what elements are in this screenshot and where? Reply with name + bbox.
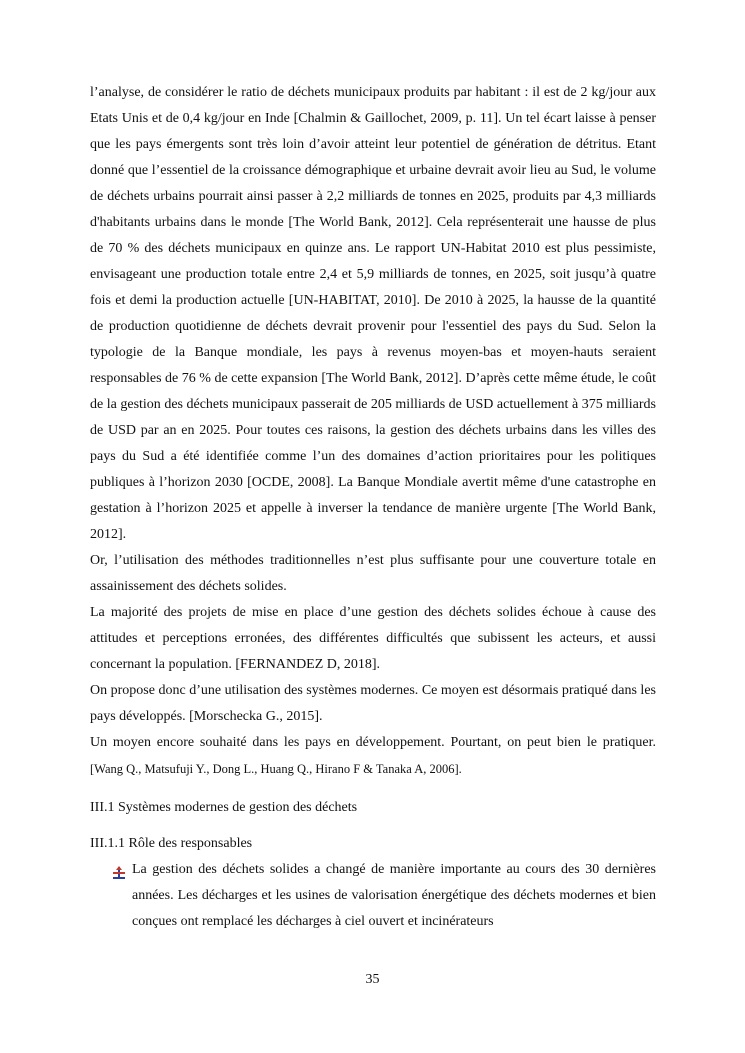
bullet-list bbox=[90, 857, 656, 935]
list-item bbox=[90, 857, 656, 935]
citation-wang: [Wang Q., Matsufuji Y., Dong L., Huang Q., Hirano F & Tanaka A, 2006]. bbox=[90, 762, 462, 776]
paragraph-intro: l’analyse, de considérer le ratio de déchets municipaux produits par habitant : il est de 2 kg/jour aux Etats Unis et de 0,4 kg/jour en Inde [Chalmin & Gaillochet, 2009, p. 11]. Un tel écart laisse à penser que les pays émergents sont très loin d’avoir atteint leur potentiel de génération de détritus. Etant donné que l’essentiel de la croissance démographique et urbaine devrait avoir lieu au Sud, le volume de déchets urbains pourrait ainsi passer à 2,2 milliards de tonnes en 2025, produits par 4,3 milliards d'habitants urbains dans le monde [The World Bank, 2012]. Cela représenterait une hausse de plus de 70 % des déchets municipaux en quinze ans. Le rapport UN-Habitat 2010 est plus pessimiste, envisageant une production totale entre 2,4 et 5,9 milliards de tonnes, en 2025, soit jusqu’à quatre fois et demi la production actuelle [UN-HABITAT, 2010]. De 2010 à 2025, la hausse de la quantité de production quotidienne de déchets devrait provenir pour l'essentiel des pays du Sud. Selon la typologie de la Banque mondiale, les pays à revenus moyen-bas et moyen-hauts seraient responsables de 76 % de cette expansion [The World Bank, 2012]. D’après cette même étude, le coût de la gestion des déchets municipaux passerait de 205 milliards de USD actuellement à 375 milliards de USD par an en 2025. Pour toutes ces raisons, la gestion des déchets urbains dans les villes des pays du Sud a été identifiée comme l’un des domaines d’action prioritaires pour les politiques publiques à l’horizon 2030 [OCDE, 2008]. La Banque Mondiale avertit même d'une catastrophe en gestation à l’horizon 2025 et appelle à inverser la tendance de manière urgente [The World Bank, 2012]. bbox=[90, 85, 656, 542]
document-body bbox=[90, 80, 656, 935]
paragraph-traditional-methods: Or, l’utilisation des méthodes traditionnelles n’est plus suffisante pour une couverture totale en assainissement des déchets solides. bbox=[90, 553, 656, 594]
section-heading: III.1 Systèmes modernes de gestion des déchets bbox=[90, 800, 358, 815]
paragraph-developing-text: Un moyen encore souhaité dans les pays en développement. Pourtant, on peut bien le pratiquer. bbox=[90, 735, 656, 750]
bullet-text: La gestion des déchets solides a changé de manière importante au cours des 30 dernières années. Les décharges et les usines de valorisation énergétique des déchets modernes et bien conçues ont remplacé les décharges à ciel ouvert et incinérateurs bbox=[132, 862, 656, 929]
arrow-bullet-icon bbox=[112, 864, 126, 878]
subsection-heading: III.1.1 Rôle des responsables bbox=[90, 836, 253, 851]
paragraph-modern-systems: On propose donc d’une utilisation des systèmes modernes. Ce moyen est désormais pratiqué dans les pays développés. [Morschecka G., 2015]. bbox=[90, 683, 656, 724]
paragraph-project-failures: La majorité des projets de mise en place d’une gestion des déchets solides échoue à cause des attitudes et perceptions erronées, des différentes difficultés que subissent les acteurs, et aussi concernant la population. [FERNANDEZ D, 2018]. bbox=[90, 605, 656, 672]
paragraph-developing-countries bbox=[90, 730, 656, 783]
page-number: 35 bbox=[365, 972, 380, 987]
